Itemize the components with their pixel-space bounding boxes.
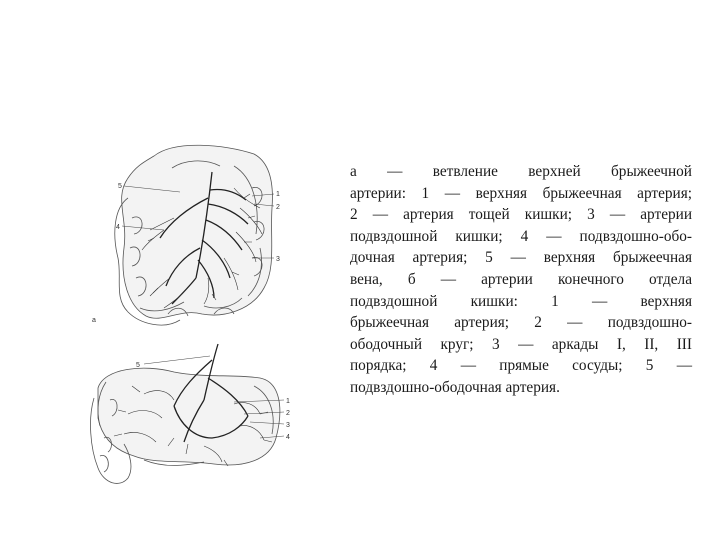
caption-line: порядка; 4 — прямые сосуды; 5 — — [350, 357, 692, 375]
panel-a-callout-3: 3 — [276, 256, 280, 263]
mesenteric-artery-illustration — [84, 138, 304, 490]
panel-b-callout-5: 5 — [136, 362, 140, 369]
caption-line: артерии: 1 — верхняя брыжеечная артерия; — [350, 184, 692, 202]
panel-a-callout-1: 1 — [276, 191, 280, 198]
panel-a-callout-5: 5 — [118, 183, 122, 190]
panel-a-label: а — [92, 317, 96, 324]
caption-line: дочная артерия; 5 — верхняя брыжеечная — [350, 249, 692, 267]
panel-b-callout-2: 2 — [286, 410, 290, 417]
panel-a-callout-2: 2 — [276, 204, 280, 211]
caption-line: а — ветвление верхней брыжеечной — [350, 163, 692, 180]
caption-line: подвздошно-ободочная артерия. — [350, 378, 560, 396]
panel-a-drawing — [115, 145, 273, 325]
caption-line: подвздошной кишки; 4 — подвздошно-обо- — [350, 227, 692, 245]
panel-b-callout-4: 4 — [286, 434, 290, 441]
panel-a-callout-4: 4 — [116, 224, 120, 231]
caption-line: ободочный круг; 3 — аркады I, II, III — [350, 335, 692, 353]
caption-line: вена, б — артерии конечного отдела — [350, 270, 692, 288]
panel-b-callout-3: 3 — [286, 422, 290, 429]
caption-line: подвздошной кишки: 1 — верхняя — [350, 292, 692, 310]
anatomical-figure — [84, 138, 304, 490]
panel-b-callout-1: 1 — [286, 398, 290, 405]
caption-line: брыжеечная артерия; 2 — подвздошно- — [350, 314, 692, 332]
caption-line: 2 — артерия тощей кишки; 3 — артерии — [350, 206, 692, 224]
figure-caption — [350, 161, 692, 399]
